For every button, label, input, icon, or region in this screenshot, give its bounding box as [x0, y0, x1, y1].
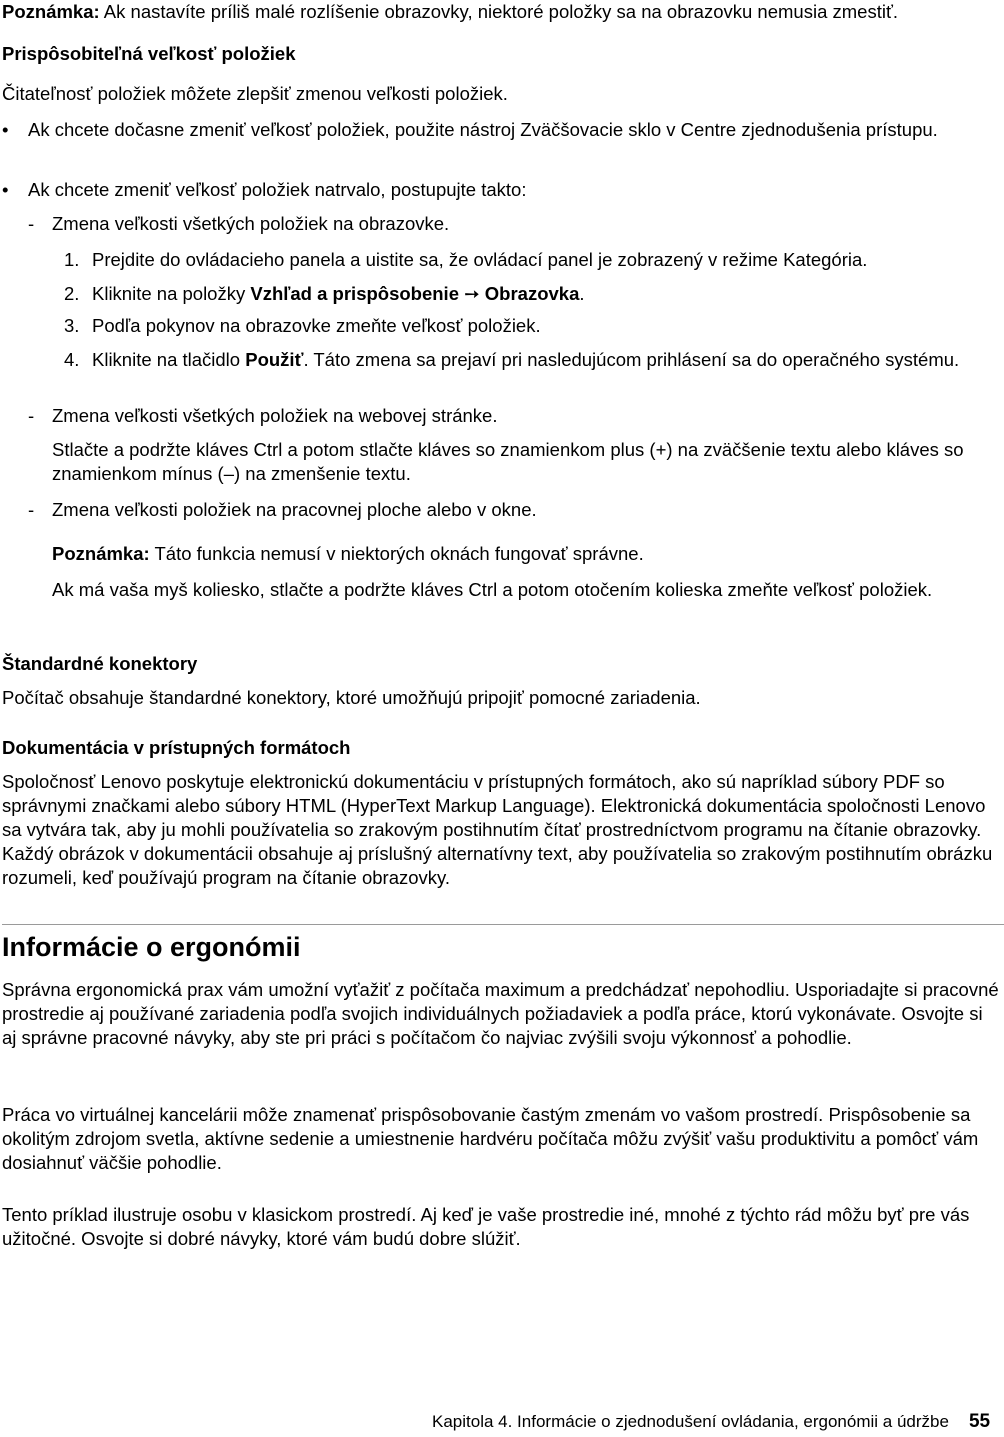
menu-path-appearance: Vzhľad a prispôsobenie	[250, 283, 459, 304]
docs-text: Spoločnosť Lenovo poskytuje elektronickú dokumentáciu v prístupných formátoch, ako sú napríklad súbory PDF so správnymi značkami alebo súbory HTML (HyperText Markup Language). Elektronická dokumentácia spoločnosti Lenovo sa vytvára tak, aby ju mohli používatelia so zrakovým postihnutím čítať prostredníctvom programu na čítanie obrazovky. Každý obrázok v dokumentácii obsahuje aj príslušný alternatívny text, aby používatelia so zrakovým postihnutím obrázku rozumeli, keď používajú program na čítanie obrazovky.	[2, 771, 993, 888]
step-number: 4.	[64, 349, 80, 370]
step-item	[2, 282, 1002, 306]
step-text: Podľa pokynov na obrazovke zmeňte veľkosť položiek.	[92, 315, 541, 336]
step-text-part: . Táto zmena sa prejaví pri nasledujúcom prihlásení sa do operačného systému.	[303, 349, 960, 370]
connectors-text: Počítač obsahuje štandardné konektory, ktoré umožňujú pripojiť pomocné zariadenia.	[2, 687, 701, 708]
dash-text: Zmena veľkosti všetkých položiek na obrazovke.	[52, 213, 450, 234]
step-text	[92, 348, 992, 372]
resize-intro: Čitateľnosť položiek môžete zlepšiť zmenou veľkosti položiek.	[2, 83, 508, 104]
bullet-icon: •	[2, 179, 9, 200]
page-number: 55	[968, 1411, 991, 1432]
page-footer	[432, 1410, 990, 1434]
ergo-paragraph-3: Tento príklad ilustruje osobu v klasickom prostredí. Aj keď je vaše prostredie iné, mnohé z týchto rád môžu byť pre vás užitočné. Osvojte si dobré návyky, ktoré vám budú dobre slúžiť.	[2, 1204, 970, 1249]
apply-button-label: Použiť	[245, 349, 304, 370]
dash-item-detail	[2, 578, 1002, 602]
dash-item	[2, 212, 1002, 236]
step-number: 1.	[64, 249, 80, 270]
dash-item-detail	[2, 438, 1002, 486]
menu-path-display: Obrazovka	[484, 283, 580, 304]
heading-docs: Dokumentácia v prístupných formátoch	[2, 737, 351, 758]
step-item	[2, 348, 1002, 372]
dash-icon: -	[28, 213, 35, 234]
bullet-item	[2, 118, 1002, 142]
step-number: 2.	[64, 283, 80, 304]
note-text: Ak nastavíte príliš malé rozlíšenie obrazovky, niektoré položky sa na obrazovku nemusia zmestiť.	[103, 1, 899, 22]
step-text: Prejdite do ovládacieho panela a uistite sa, že ovládací panel je zobrazený v režime Kategória.	[92, 249, 868, 270]
bullet-text: Ak chcete zmeniť veľkosť položiek natrvalo, postupujte takto:	[28, 179, 527, 200]
step-text-part: Kliknite na tlačidlo	[92, 349, 246, 370]
ergo-paragraph-2: Práca vo virtuálnej kancelárii môže znamenať prispôsobovanie častým zmenám vo vašom prostredí. Prispôsobenie sa okolitým zdrojom svetla, aktívne sedenie a umiestnenie hardvéru počítača môžu zvýšiť vašu produktivitu a pomôcť vám dosiahnuť väčšie pohodlie.	[2, 1104, 979, 1173]
dash-detail-text: Stlačte a podržte kláves Ctrl a potom stlačte kláves so znamienkom plus (+) na zväčšenie textu alebo kláves so znamienkom mínus (–) na zmenšenie textu.	[52, 439, 964, 484]
dash-item	[2, 404, 1002, 428]
bullet-item	[2, 178, 1002, 202]
note-text: Táto funkcia nemusí v niektorých oknách fungovať správne.	[154, 543, 644, 564]
dash-icon: -	[28, 405, 35, 426]
step-item	[2, 314, 1002, 338]
note-top	[2, 0, 1002, 24]
bullet-text: Ak chcete dočasne zmeniť veľkosť položiek, použite nástroj Zväčšovacie sklo v Centre zjednodušenia prístupu.	[28, 119, 938, 140]
chapter-title: Kapitola 4. Informácie o zjednodušení ovládania, ergonómii a údržbe	[432, 1412, 949, 1431]
note-label: Poznámka:	[52, 543, 150, 564]
heading-resize: Prispôsobiteľná veľkosť položiek	[2, 43, 296, 64]
dash-item	[2, 498, 1002, 522]
step-text	[92, 282, 1002, 306]
note-inline	[2, 542, 1002, 566]
arrow-icon: ➙	[459, 283, 485, 304]
step-text-part: .	[579, 283, 585, 304]
dash-detail-text: Ak má vaša myš koliesko, stlačte a podržte kláves Ctrl a potom otočením kolieska zmeňte veľkosť položiek.	[52, 579, 933, 600]
dash-text: Zmena veľkosti položiek na pracovnej ploche alebo v okne.	[52, 499, 537, 520]
heading-connectors: Štandardné konektory	[2, 653, 198, 674]
ergo-paragraph-1: Správna ergonomická prax vám umožní vyťažiť z počítača maximum a predchádzať nepohodliu. Usporiadajte si pracovné prostredie aj používané zariadenia podľa svojich individuálnych požiadaviek a podľa práce, ktorú vykonávate. Osvojte si aj správne pracovné návyky, aby ste pri práci s počítačom čo najviac zvýšili svoju výkonnosť a pohodlie.	[2, 979, 999, 1048]
note-label: Poznámka:	[2, 1, 100, 22]
section-divider	[2, 924, 1004, 925]
bullet-icon: •	[2, 119, 9, 140]
dash-icon: -	[28, 499, 35, 520]
step-item	[2, 248, 1002, 272]
dash-text: Zmena veľkosti všetkých položiek na webovej stránke.	[52, 405, 498, 426]
step-number: 3.	[64, 315, 80, 336]
heading-ergonomics: Informácie o ergonómii	[2, 932, 301, 962]
step-text-part: Kliknite na položky	[92, 283, 251, 304]
